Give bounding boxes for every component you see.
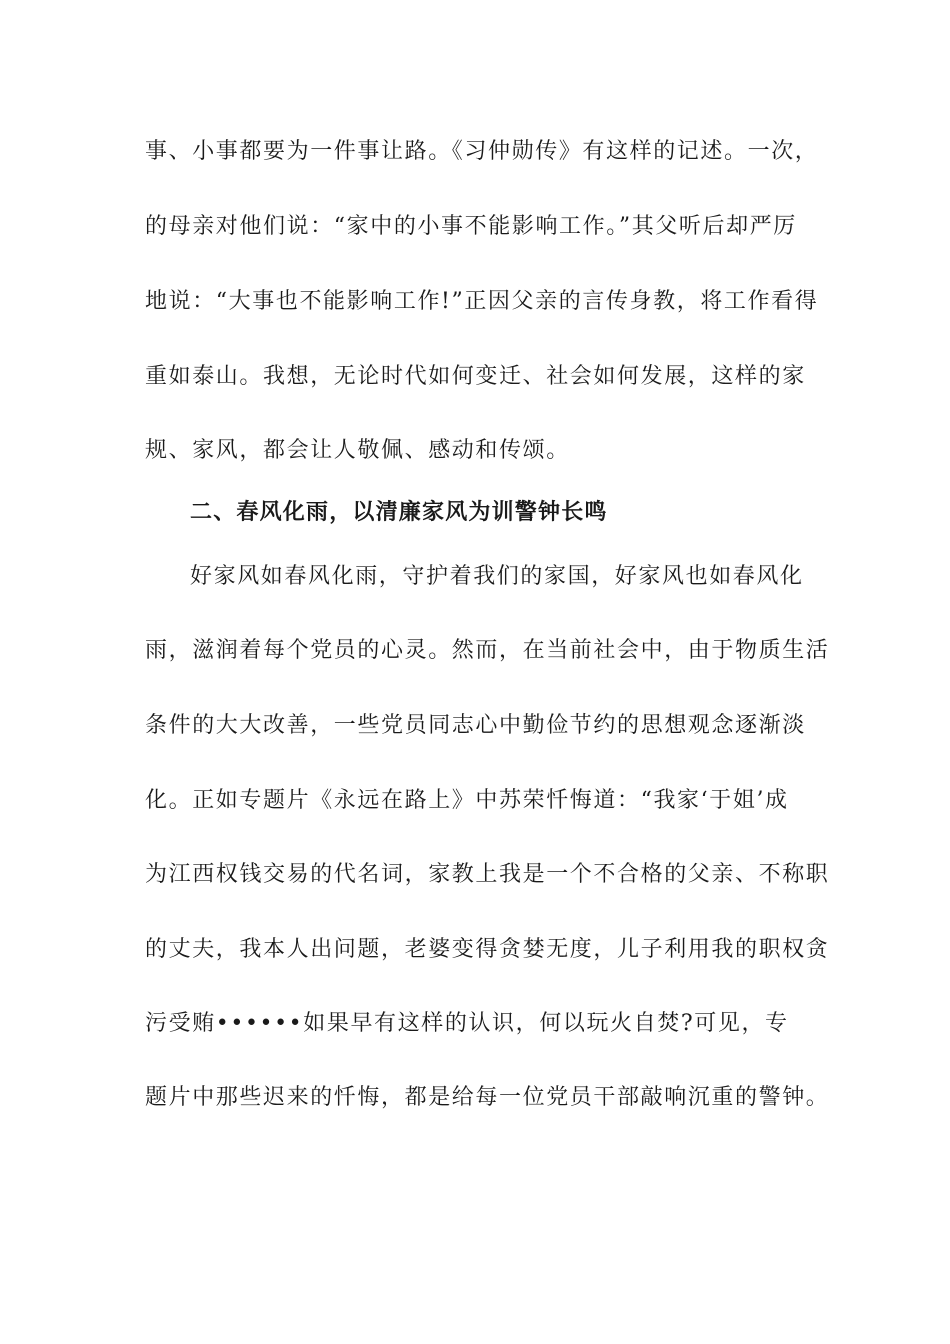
paragraph-2-line-8: 题片中那些迟来的忏悔，都是给每一位党员干部敲响沉重的警钟。	[145, 1085, 830, 1110]
section-heading: 二、春风化雨，以清廉家风为训警钟长鸣	[190, 500, 608, 525]
paragraph-2-line-3: 条件的大大改善，一些党员同志心中勤俭节约的思想观念逐渐淡	[145, 713, 806, 738]
paragraph-2-line-6: 的丈夫，我本人出问题，老婆变得贪婪无度，儿子利用我的职权贪	[145, 937, 830, 962]
paragraph-1-line-1: 事、小事都要为一件事让路。《习仲勋传》有这样的记述。一次，	[145, 139, 819, 164]
paragraph-2-line-1: 好家风如春风化雨，守护着我们的家国，好家风也如春风化	[190, 564, 804, 589]
paragraph-2-line-4: 化。正如专题片《永远在路上》中苏荣忏悔道：“我家‘于姐’成	[145, 788, 789, 813]
paragraph-1-line-5: 规、家风，都会让人敬佩、感动和传颂。	[145, 438, 570, 463]
paragraph-1-line-4: 重如泰山。我想，无论时代如何变迁、社会如何发展，这样的家	[145, 364, 806, 389]
paragraph-2-line-7: 污受贿••••••如果早有这样的认识，何以玩火自焚?可见，专	[145, 1011, 789, 1036]
paragraph-2-line-5: 为江西权钱交易的代名词，家教上我是一个不合格的父亲、不称职	[145, 862, 830, 887]
paragraph-1-line-3: 地说：“大事也不能影响工作!”正因父亲的言传身教，将工作看得	[145, 289, 819, 314]
paragraph-2-line-2: 雨，滋润着每个党员的心灵。然而，在当前社会中，由于物质生活	[145, 638, 830, 663]
paragraph-1-line-2: 的母亲对他们说：“家中的小事不能影响工作。”其父听后却严厉	[145, 214, 797, 239]
